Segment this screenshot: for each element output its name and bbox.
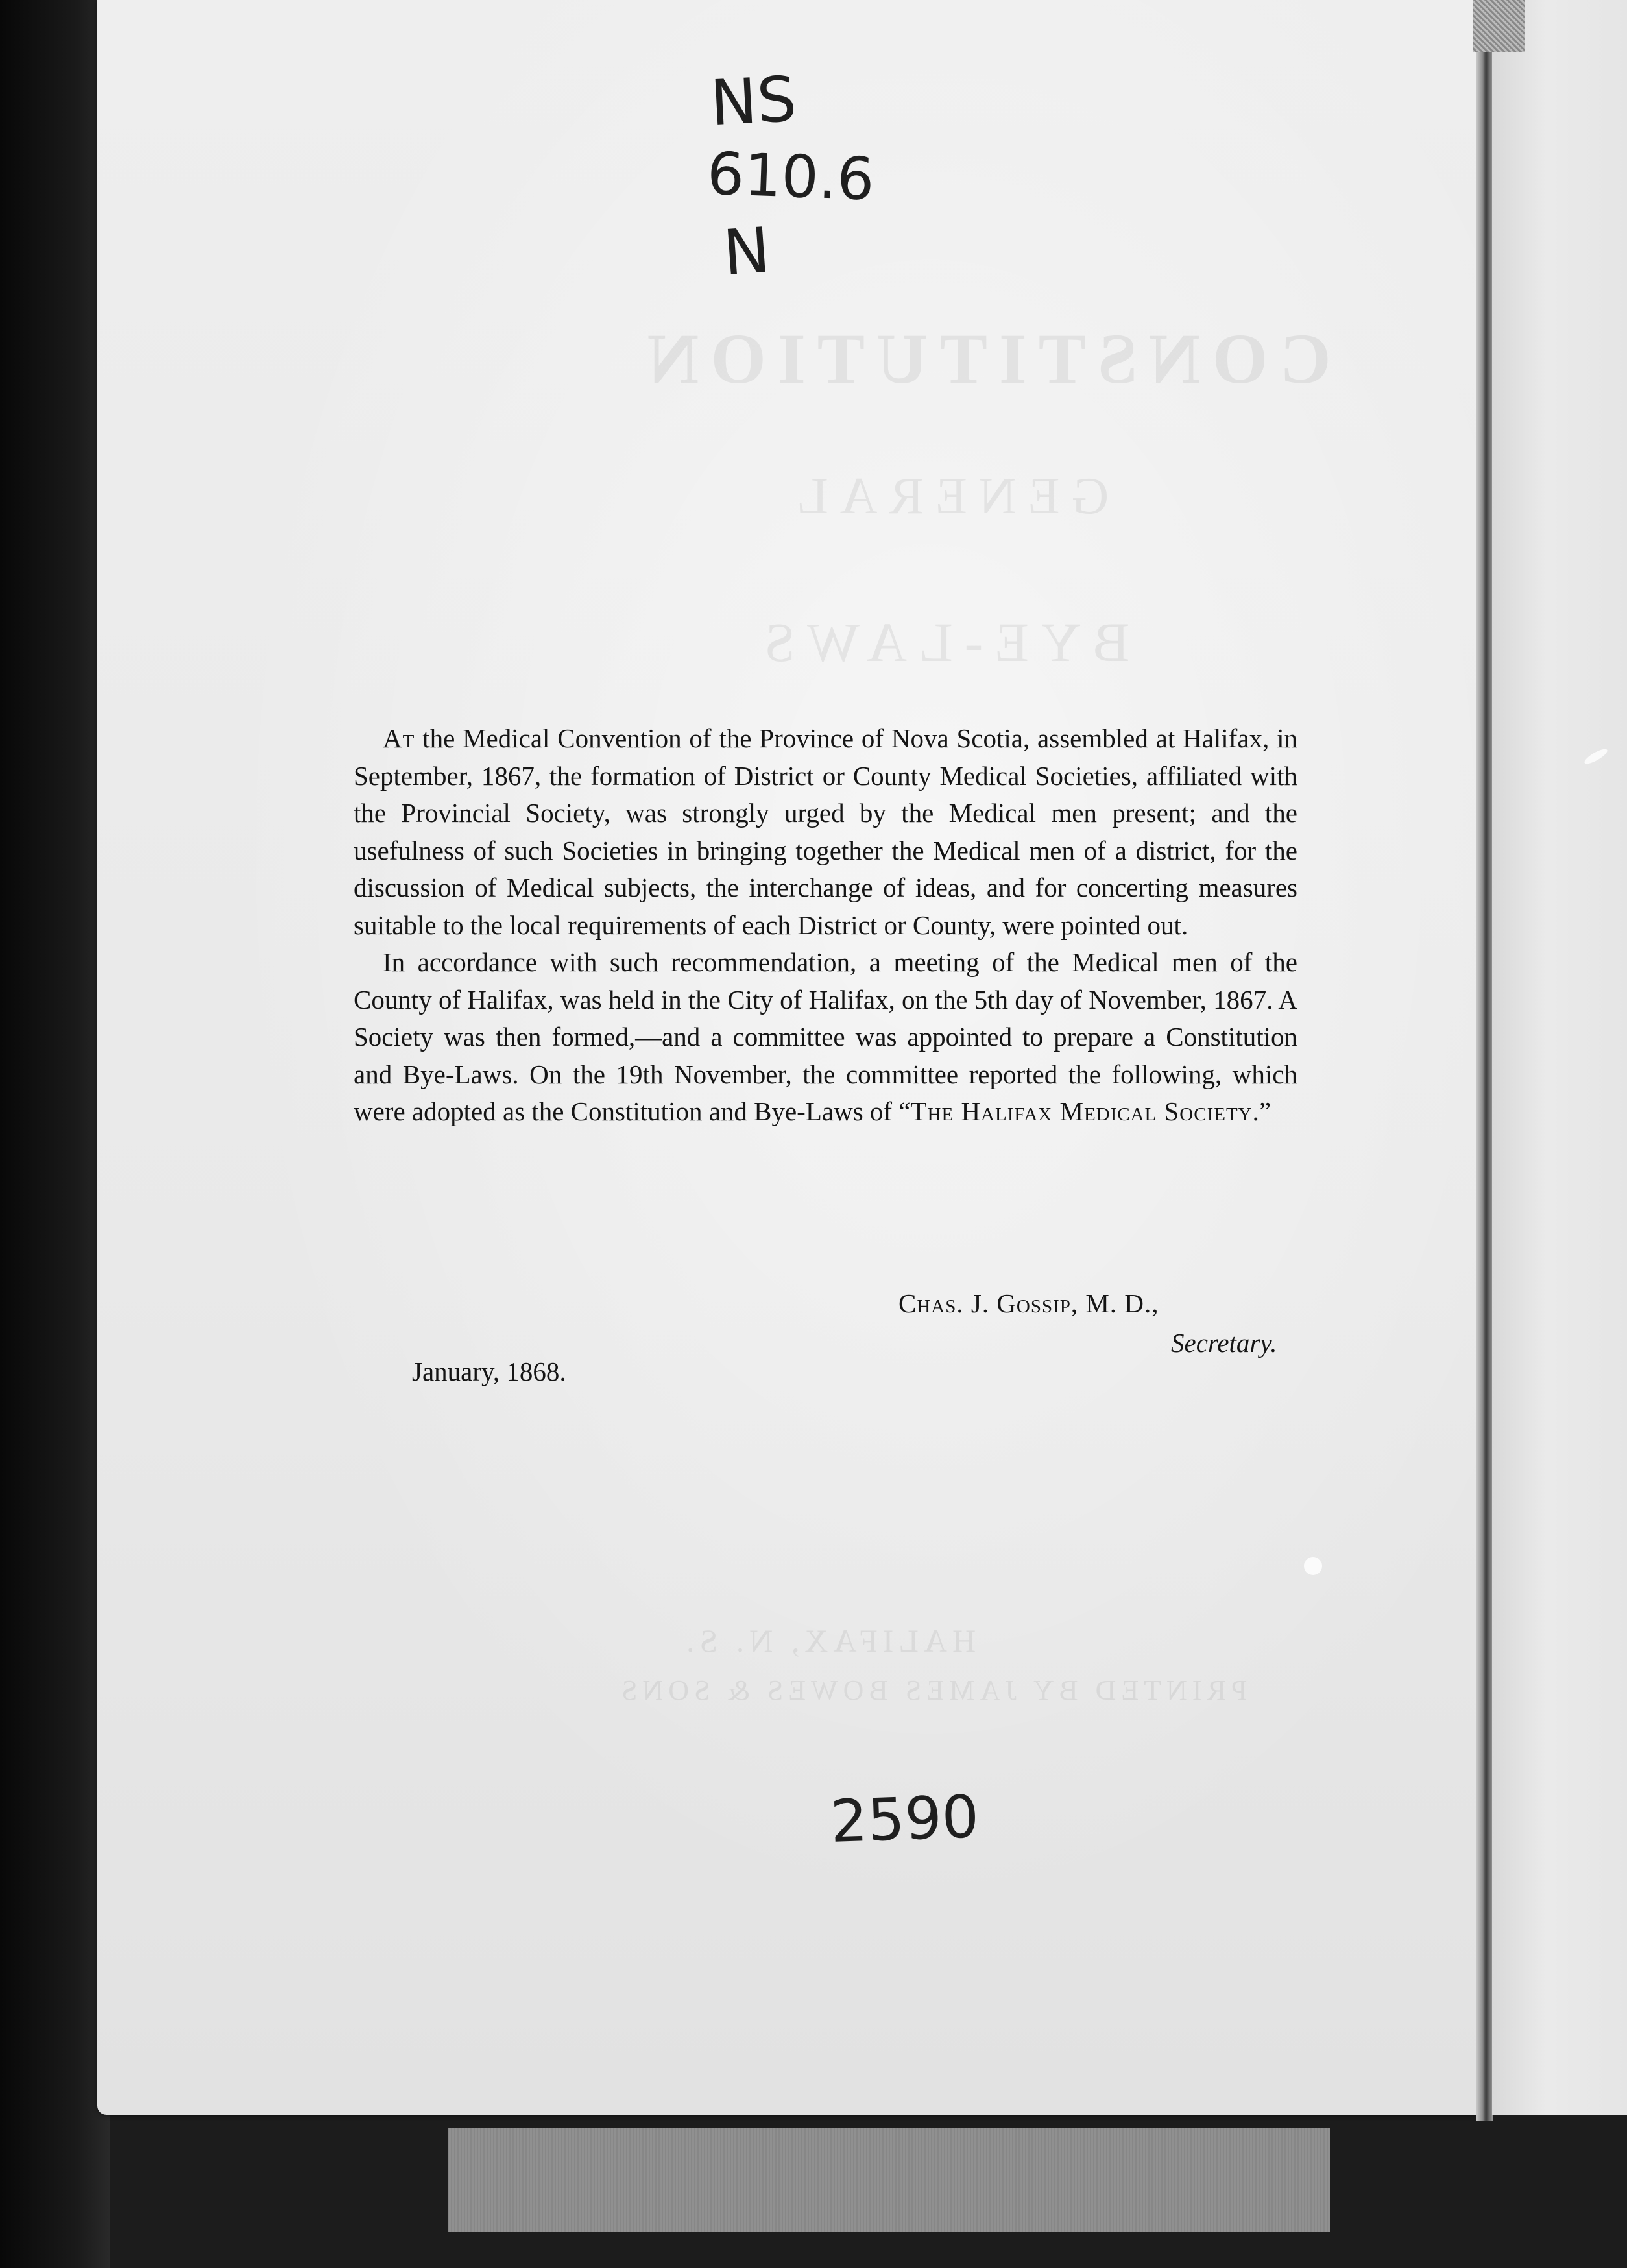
facing-page-edge xyxy=(1492,0,1627,2115)
paragraph-2-body: In accordance with such recommendation, a meeting of the Medical men of the County of Halifax, was held in the City of Halifax, on the 5th day of November, 1867. A Society was then formed,—and a committee was appointed to prepare a Constitution and Bye-Laws. On the 19th November, the committee reported the following, which were adopted as the Constitution and Bye-Laws of “ xyxy=(354,947,1297,1126)
paragraph-1-body: the Medical Convention of the Province of Nova Scotia, assembled at Halifax, in September, 1867, the formation of District or County Medical Societies, affiliated with the Provincial Society, was strongly urged by the Medical men present; and the usefulness of such Societies in bringing together the Medical men of a district, for the discussion of Medical subjects, the interchange of ideas, and for concerting measures suitable to the local requirements of each District or County, were pointed out. xyxy=(354,723,1298,940)
preface-date: January, 1868. xyxy=(412,1357,566,1386)
call-number-line-2: 610.6 xyxy=(706,139,876,214)
accession-number: 2590 xyxy=(829,1783,980,1856)
scanner-bed-bottom xyxy=(448,2128,1330,2232)
dust-speck xyxy=(1304,1557,1322,1575)
scanner-bed-left xyxy=(0,0,110,2268)
call-number-line-1: NS xyxy=(708,62,799,140)
call-number-line-3: N xyxy=(721,213,773,290)
society-name: The Halifax Medical Society xyxy=(910,1096,1253,1126)
bleed-through-mark: CONSTITUTION xyxy=(636,319,1331,398)
preface-paragraph-2 xyxy=(354,944,1297,1131)
paragraph-leadin: At xyxy=(383,723,415,753)
preface-paragraph-1 xyxy=(354,720,1297,944)
bleed-through-mark: BYE-LAWS xyxy=(753,611,1130,673)
bleed-through-mark: PRINTED BY JAMES BOWES & SONS xyxy=(616,1674,1247,1706)
paragraph-2-end: .” xyxy=(1252,1096,1271,1126)
bleed-through-mark: HALIFAX, N. S. xyxy=(681,1623,976,1659)
signature-title: Secretary. xyxy=(1171,1328,1277,1358)
bleed-through-mark: GENERAL xyxy=(785,468,1109,525)
binding-cloth xyxy=(1473,0,1525,52)
signature-name: Chas. J. Gossip, M. D., xyxy=(898,1288,1159,1318)
preface-text xyxy=(354,720,1297,1131)
page-gutter xyxy=(1476,0,1493,2121)
